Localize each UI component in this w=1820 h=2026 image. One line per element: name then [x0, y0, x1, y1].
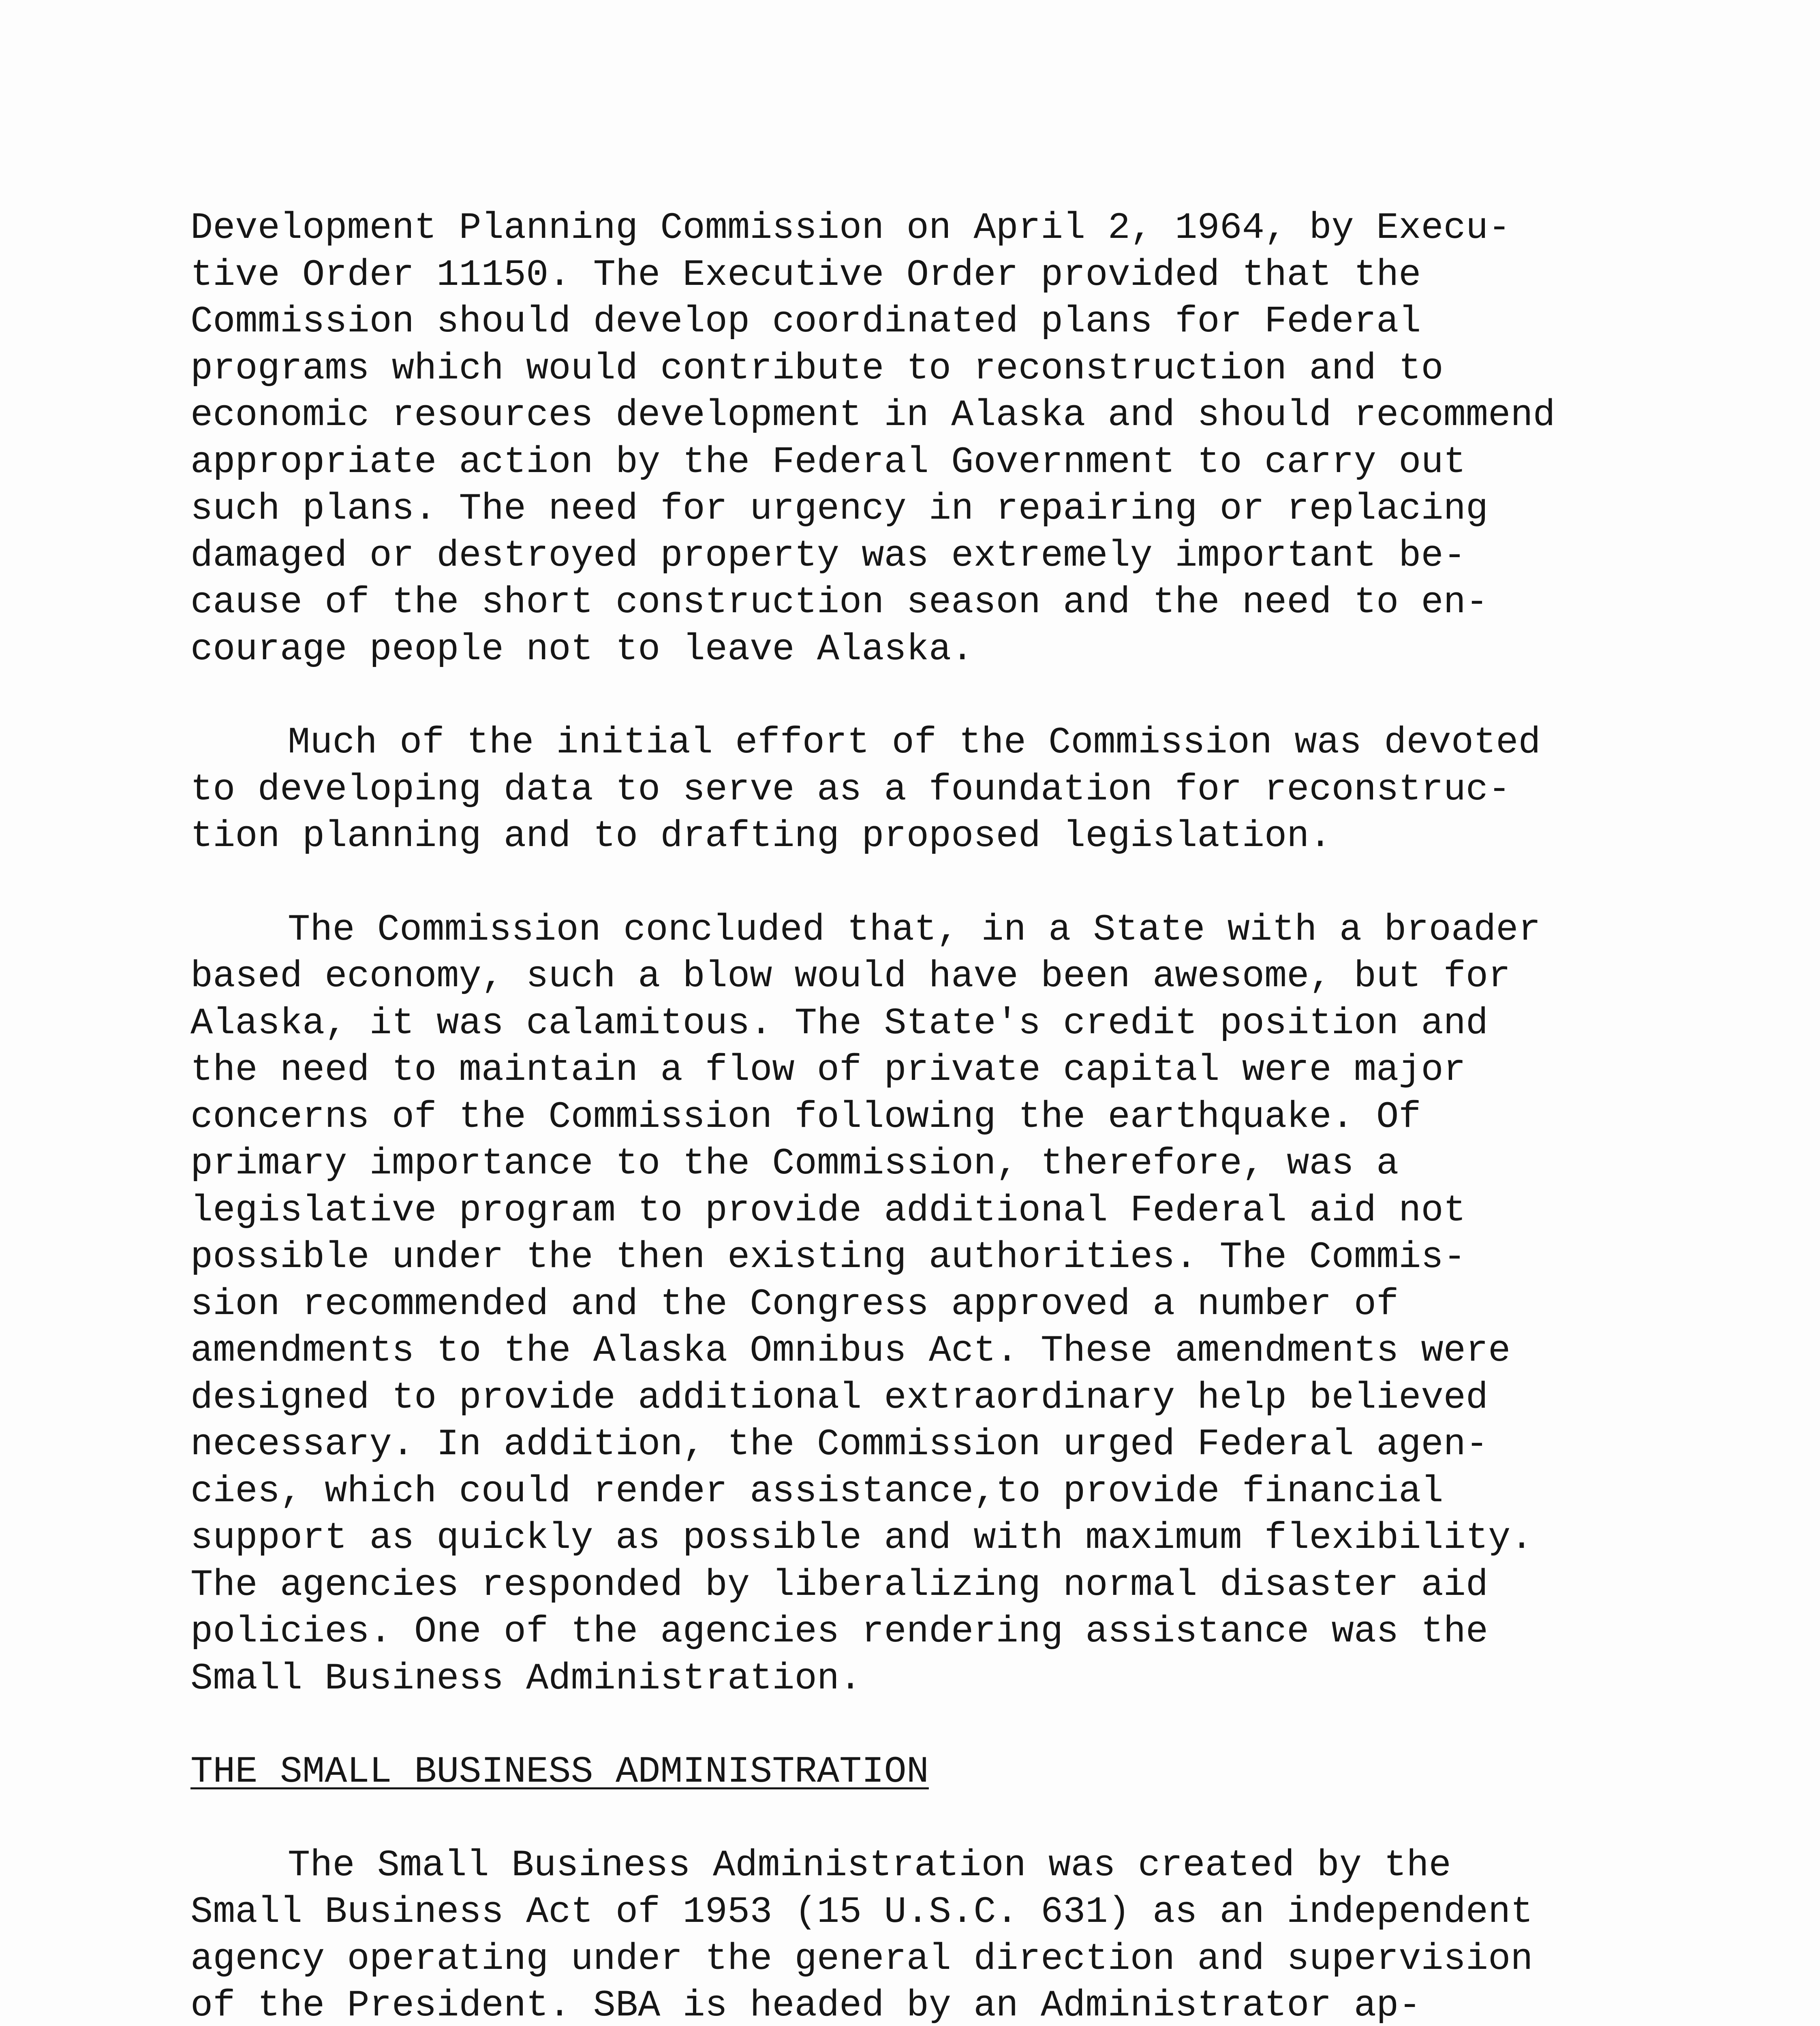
paragraph-initial-effort: Much of the initial effort of the Commission was devoted to developing data to serve as a foundation for reconstruc- tion planning and to drafting proposed legislation. — [190, 721, 1541, 857]
paragraph-gap — [190, 1795, 1649, 1842]
paragraph-continuation: Development Planning Commission on April 2, 1964, by Execu- tive Order 11150. The Executive Order provided that the Commission should develop coordinated plans for Federal programs which would contribute to reconstruction and to economic resources development in Alaska and should recommend appropriate action by the Federal Government to carry out such plans. The need for urgency in repairing or replacing damaged or destroyed property was extremely important be- cause of the short construction season and the need to en- courage people not to leave Alaska. — [190, 207, 1555, 671]
paragraph-gap — [190, 1702, 1649, 1748]
paragraph-commission-concluded: The Commission concluded that, in a State with a broader based economy, such a blow would have been awesome, but for Alaska, it was calamitous. The State's credit position and the need to maintain a flow of private capital were major concerns of the Commission following the earthquake. Of primary importance to the Commission, therefore, was a legislative program to provide additional Federal aid not possible under the then existing authorities. The Commis- sion recommended and the Congress approved a number of amendments to the Alaska Omnibus Act. These amendments were designed to provide additional extraordinary help believed necessary. In addition, the Commission urged Federal agen- cies, which could render assistance,to provide financial support as quickly as possible and with maximum flexibility. The agencies responded by liberalizing normal disaster aid policies. One of the agencies rendering assistance was the Small Business Administration. — [190, 908, 1541, 1700]
paragraph-gap — [190, 860, 1649, 906]
paragraph-sba-created: The Small Business Administration was created by the Small Business Act of 1953 (15 U.S.C. 631) as an independent agency operating under the general direction and supervision of the President. SBA is headed by an Administrator ap- — [190, 1844, 1533, 2026]
text-column — [190, 205, 1649, 2026]
paragraph-gap — [190, 673, 1649, 719]
section-heading: THE SMALL BUSINESS ADMINISTRATION — [190, 1750, 929, 1793]
